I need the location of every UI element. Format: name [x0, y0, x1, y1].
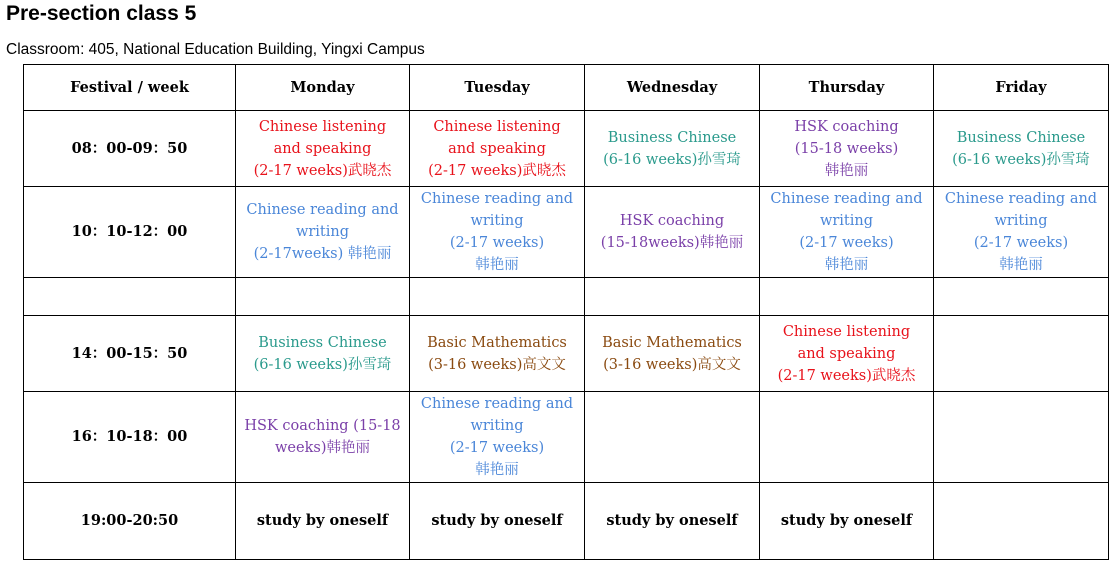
- class-cell-line: study by oneself: [780, 512, 913, 529]
- class-cell-monday: [236, 392, 410, 483]
- class-cell-line: Chinese reading and: [420, 191, 574, 207]
- class-cell-line: (6-16 weeks)孙雪琦: [253, 356, 392, 373]
- class-cell-line: Chinese reading and: [420, 396, 574, 412]
- class-cell-monday: [236, 483, 410, 560]
- header-friday: Friday: [934, 65, 1109, 111]
- class-cell-line: and speaking: [448, 140, 546, 157]
- class-cell-line: 韩艳丽: [999, 257, 1043, 273]
- class-cell-line: study by oneself: [256, 512, 389, 529]
- class-cell-line: (15-18 weeks): [794, 140, 899, 157]
- class-cell-friday: [934, 111, 1109, 187]
- class-cell-line: (15-18weeks)韩艳丽: [600, 235, 744, 251]
- class-cell-line: Chinese reading and: [246, 202, 399, 218]
- time-slot: 08：00-09：50: [24, 111, 236, 187]
- class-cell-monday: [236, 316, 410, 392]
- class-cell-thursday: [760, 392, 934, 483]
- class-cell-thursday: [760, 316, 934, 392]
- schedule-row: [24, 316, 1109, 392]
- time-slot: [24, 278, 236, 316]
- class-cell-line: study by oneself: [606, 512, 738, 529]
- time-slot: 19:00-20:50: [24, 483, 236, 560]
- class-cell-friday: [934, 392, 1109, 483]
- class-cell-thursday: [760, 483, 934, 560]
- class-cell-line: (2-17 weeks)武晓杰: [253, 162, 392, 179]
- class-cell-line: writing: [470, 418, 524, 434]
- class-cell-line: (6-16 weeks)孙雪琦: [603, 151, 741, 168]
- schedule-row: [24, 392, 1109, 483]
- class-cell-line: Business Chinese: [956, 129, 1086, 146]
- schedule-row: [24, 483, 1109, 560]
- class-cell-line: weeks)韩艳丽: [275, 440, 370, 456]
- class-cell-wednesday: [585, 483, 760, 560]
- header-row: [24, 65, 1109, 111]
- class-cell-monday: [236, 278, 410, 316]
- class-cell-line: (3-16 weeks)高文文: [428, 356, 566, 373]
- class-cell-line: Chinese listening: [433, 118, 561, 135]
- class-cell-line: (2-17 weeks): [799, 235, 894, 251]
- class-cell-tuesday: [410, 111, 585, 187]
- time-slot: 14：00-15：50: [24, 316, 236, 392]
- class-cell-line: Basic Mathematics: [602, 334, 742, 351]
- class-cell-tuesday: [410, 483, 585, 560]
- class-cell-friday: [934, 278, 1109, 316]
- class-cell-wednesday: [585, 278, 760, 316]
- classroom-info: Classroom: 405, National Education Building, Yingxi Campus: [6, 41, 425, 58]
- header-tuesday: Tuesday: [410, 65, 585, 111]
- schedule-row: [24, 187, 1109, 278]
- class-cell-tuesday: [410, 392, 585, 483]
- class-cell-line: (2-17 weeks)武晓杰: [428, 162, 566, 179]
- class-cell-monday: [236, 187, 410, 278]
- header-monday: Monday: [236, 65, 410, 111]
- class-cell-line: writing: [470, 213, 524, 229]
- class-cell-line: Chinese listening: [782, 323, 911, 340]
- class-cell-line: (2-17weeks) 韩艳丽: [253, 246, 392, 262]
- class-cell-line: writing: [295, 224, 350, 240]
- class-cell-line: (3-16 weeks)高文文: [603, 356, 741, 373]
- class-cell-tuesday: [410, 278, 585, 316]
- class-cell-line: (2-17 weeks)武晓杰: [777, 367, 916, 384]
- class-cell-line: Business Chinese: [258, 334, 387, 351]
- schedule-table: [23, 64, 1109, 560]
- class-cell-line: 韩艳丽: [475, 257, 519, 273]
- class-cell-line: Chinese listening: [258, 118, 387, 135]
- class-cell-line: HSK coaching: [794, 118, 899, 135]
- class-cell-line: Basic Mathematics: [427, 334, 567, 351]
- class-cell-line: Business Chinese: [607, 129, 737, 146]
- class-cell-line: and speaking: [797, 345, 896, 362]
- class-cell-line: study by oneself: [431, 512, 563, 529]
- class-cell-friday: [934, 316, 1109, 392]
- class-cell-line: and speaking: [273, 140, 372, 157]
- class-cell-tuesday: [410, 187, 585, 278]
- class-cell-line: (2-17 weeks): [449, 235, 545, 251]
- class-cell-wednesday: [585, 316, 760, 392]
- class-cell-line: HSK coaching (15-18: [244, 418, 401, 434]
- class-cell-line: (2-17 weeks): [449, 440, 545, 456]
- class-cell-wednesday: [585, 392, 760, 483]
- schedule-row: [24, 278, 1109, 316]
- page-title: Pre-section class 5: [6, 2, 197, 25]
- header-festival-week: Festival / week: [24, 65, 236, 111]
- class-cell-line: 韩艳丽: [475, 462, 519, 478]
- class-cell-line: writing: [819, 213, 874, 229]
- header-wednesday: Wednesday: [585, 65, 760, 111]
- class-cell-wednesday: [585, 111, 760, 187]
- class-cell-friday: [934, 187, 1109, 278]
- class-cell-wednesday: [585, 187, 760, 278]
- class-cell-line: (2-17 weeks): [973, 235, 1069, 251]
- class-cell-line: Chinese reading and: [770, 191, 923, 207]
- class-cell-line: writing: [994, 213, 1048, 229]
- class-cell-line: HSK coaching: [619, 213, 725, 229]
- class-cell-tuesday: [410, 316, 585, 392]
- class-cell-thursday: [760, 111, 934, 187]
- class-cell-line: (6-16 weeks)孙雪琦: [952, 151, 1090, 168]
- class-cell-friday: [934, 483, 1109, 560]
- header-thursday: Thursday: [760, 65, 934, 111]
- class-cell-line: Chinese reading and: [944, 191, 1098, 207]
- class-cell-thursday: [760, 187, 934, 278]
- class-cell-line: 韩艳丽: [824, 162, 869, 179]
- class-cell-thursday: [760, 278, 934, 316]
- class-cell-monday: [236, 111, 410, 187]
- schedule-row: [24, 111, 1109, 187]
- class-cell-line: 韩艳丽: [824, 257, 869, 273]
- time-slot: 10：10-12：00: [24, 187, 236, 278]
- time-slot: 16：10-18：00: [24, 392, 236, 483]
